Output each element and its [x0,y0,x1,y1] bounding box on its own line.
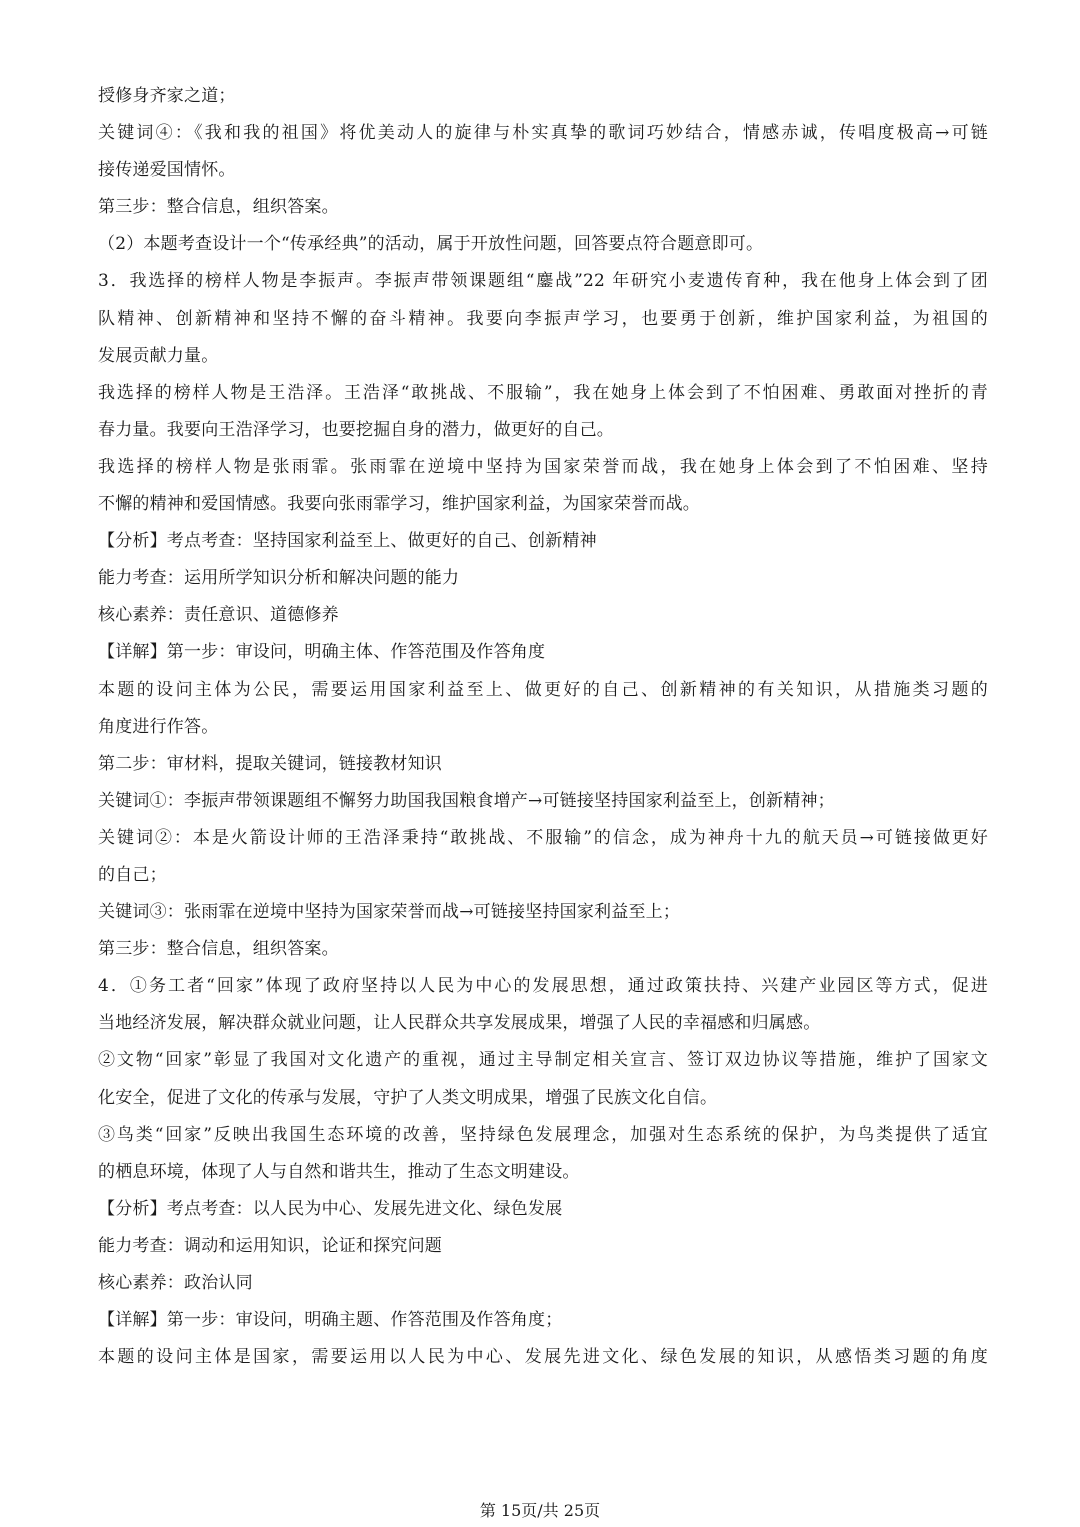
text-line: 核心素养：政治认同 [98,1273,253,1293]
text-line: 【详解】第一步：审设问，明确主题、作答范围及作答角度； [98,1310,563,1331]
text-line: 发展贡献力量。 [98,345,219,366]
text-line: 能力考查：调动和运用知识，论证和探究问题 [98,1235,442,1256]
page-number-footer: 第 15页/共 25页 [479,1501,601,1520]
text-line: 我选择的榜样人物是张雨霏。张雨霏在逆境中坚持为国家荣誉而战，我在她身上体会到了不怕困难、坚持 [98,456,988,477]
text-line: 的栖息环境，体现了人与自然和谐共生，推动了生态文明建设。 [98,1161,580,1182]
text-line: 不懈的精神和爱国情感。我要向张雨霏学习，维护国家利益，为国家荣誉而战。 [98,494,700,515]
text-line: 关键词③：张雨霏在逆境中坚持为国家荣誉而战→可链接坚持国家利益至上； [98,902,681,923]
document-body [98,78,988,1376]
text-line: 当地经济发展，解决群众就业问题，让人民群众共享发展成果，增强了人民的幸福感和归属感。 [98,1013,821,1034]
text-line: 第三步：整合信息，组织答案。 [98,939,339,960]
text-line: 第三步：整合信息，组织答案。 [98,197,339,218]
text-line: 春力量。我要向王浩泽学习，也要挖掘自身的潜力，做更好的自己。 [98,419,614,440]
text-line: 队精神、创新精神和坚持不懈的奋斗精神。我要向李振声学习，也要勇于创新，维护国家利益，为祖国的 [98,308,988,329]
text-line: 我选择的榜样人物是王浩泽。王浩泽“敢挑战、不服输”，我在她身上体会到了不怕困难、勇敢面对挫折的青 [98,382,988,403]
text-line: 【详解】第一步：审设问，明确主体、作答范围及作答角度 [98,642,546,663]
text-line: 授修身齐家之道； [98,86,236,106]
text-line: 本题的设问主体为公民，需要运用国家利益至上、做更好的自己、创新精神的有关知识，从措施类习题的 [98,679,988,700]
text-line: ②文物“回家”彰显了我国对文化遗产的重视，通过主导制定相关宣言、签订双边协议等措施，维护了国家文 [98,1050,988,1071]
text-line: 化安全，促进了文化的传承与发展，守护了人类文明成果，增强了民族文化自信。 [98,1087,718,1108]
text-line: 关键词②：本是火箭设计师的王浩泽秉持“敢挑战、不服输”的信念，成为神舟十九的航天员→可链接做更好 [98,827,988,848]
text-line: 【分析】考点考查：坚持国家利益至上、做更好的自己、创新精神 [98,531,597,552]
text-line: ③鸟类“回家”反映出我国生态环境的改善，坚持绿色发展理念，加强对生态系统的保护，为鸟类提供了适宜 [98,1124,988,1145]
text-line: 关键词①：李振声带领课题组不懈努力助国我国粮食增产→可链接坚持国家利益至上，创新精神； [98,790,835,811]
text-line: 4．①务工者“回家”体现了政府坚持以人民为中心的发展思想，通过政策扶持、兴建产业园区等方式，促进 [98,976,988,997]
text-line: 3．我选择的榜样人物是李振声。李振声带领课题组“鏖战”22 年研究小麦遗传育种，我在他身上体会到了团 [98,271,988,292]
text-line: 接传递爱国情怀。 [98,160,236,181]
text-line: 关键词④：《我和我的祖国》将优美动人的旋律与朴实真挚的歌词巧妙结合，情感赤诚，传唱度极高→可链 [98,123,988,144]
text-line: 的自己； [98,864,167,885]
text-line: 核心素养：责任意识、道德修养 [98,605,339,626]
text-line: 第二步：审材料，提取关键词，链接教材知识 [98,753,442,774]
text-line: 【分析】考点考查：以人民为中心、发展先进文化、绿色发展 [98,1198,563,1219]
text-line: 能力考查：运用所学知识分析和解决问题的能力 [98,568,460,589]
text-line: （2）本题考查设计一个“传承经典”的活动，属于开放性问题，回答要点符合题意即可。 [98,234,764,255]
text-line: 角度进行作答。 [98,716,219,737]
text-line: 本题的设问主体是国家，需要运用以人民为中心、发展先进文化、绿色发展的知识，从感悟类习题的角度 [98,1347,988,1368]
